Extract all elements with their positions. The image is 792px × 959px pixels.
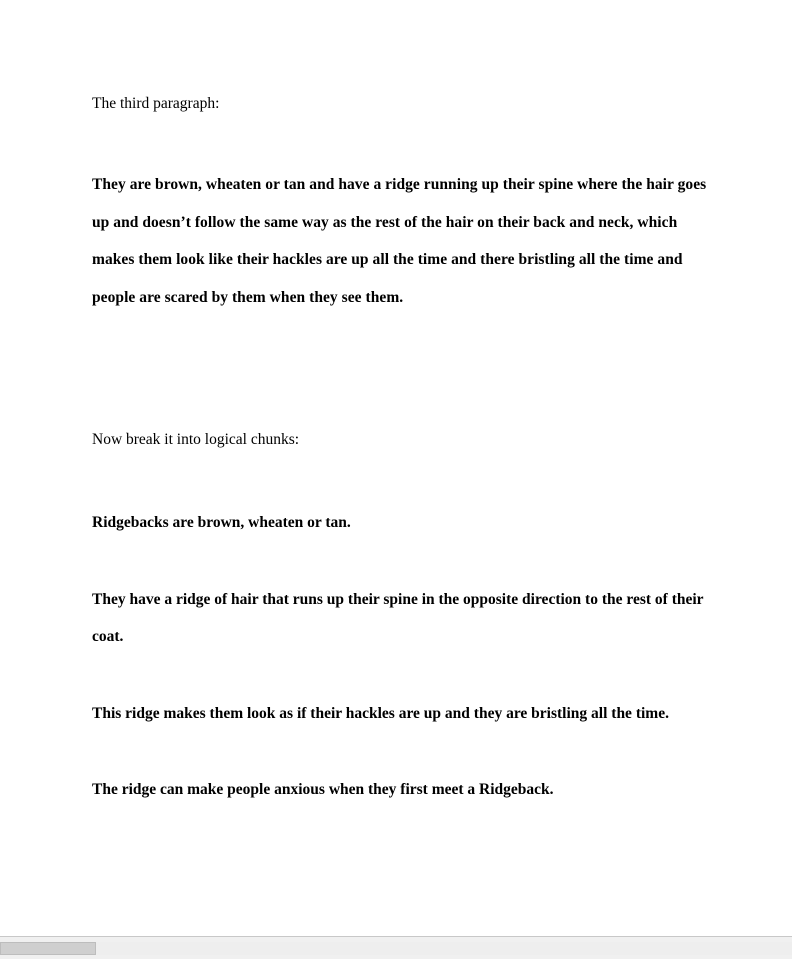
chunk-item-4: The ridge can make people anxious when they first meet a Ridgeback. (92, 781, 554, 799)
chunk-item-2: They have a ridge of hair that runs up their spine in the opposite direction to the rest of their coat. (92, 590, 704, 646)
quoted-paragraph: They are brown, wheaten or tan and have a ridge running up their spine where the hair goes up and doesn’t follow the same way as the rest of the hair on their back and neck, which makes them look like their hackles are up all the time and there bristling all the time and people are scared by them when they see them. (92, 176, 707, 306)
break-label: Now break it into logical chunks: (92, 431, 300, 449)
chunk-item-1: Ridgebacks are brown, wheaten or tan. (92, 514, 351, 532)
scrollbar-track[interactable] (0, 942, 792, 955)
scrollbar-thumb[interactable] (0, 942, 96, 955)
horizontal-scrollbar[interactable] (0, 936, 792, 959)
chunk-item-3: This ridge makes them look as if their hackles are up and they are bristling all the time. (92, 704, 669, 722)
document-body (92, 92, 707, 809)
intro-label: The third paragraph: (92, 95, 220, 112)
section-spacer (92, 316, 707, 428)
